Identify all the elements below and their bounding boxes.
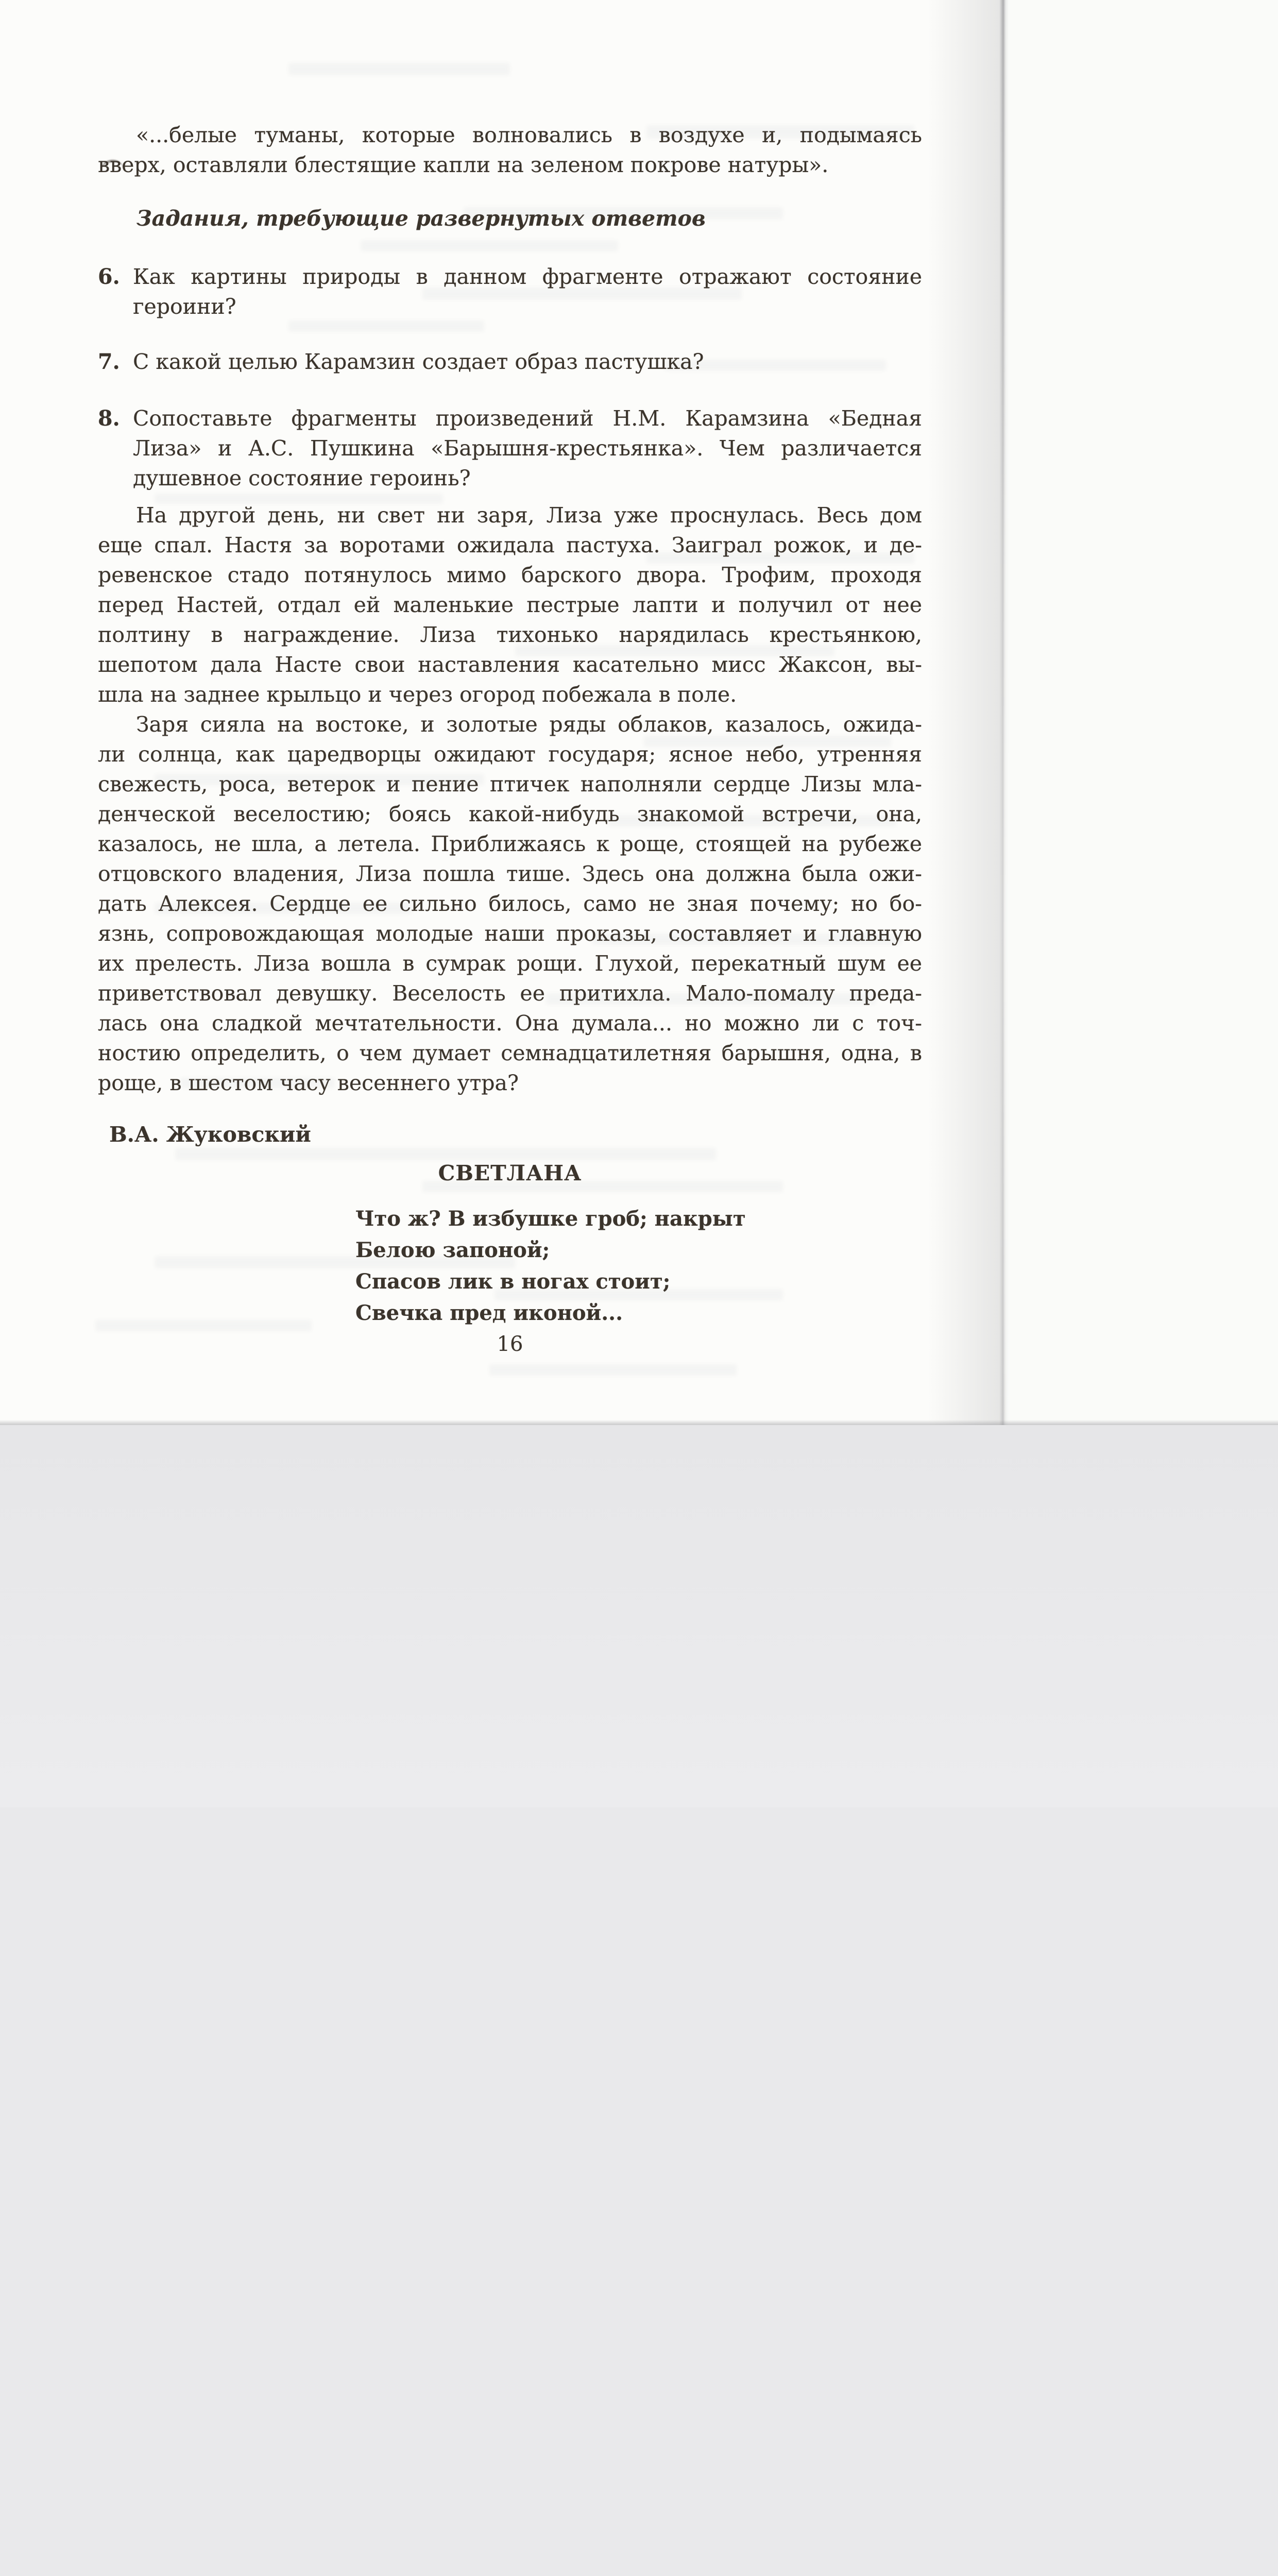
- text-line: Что ж? В избушке гроб; накрыт: [355, 1207, 746, 1231]
- text-line: отцовского владения, Лиза пошла тише. Здесь она должна была ожи-: [98, 861, 922, 886]
- text-line: полтину в награждение. Лиза тихонько нарядилась крестьянкою,: [98, 622, 922, 647]
- text-line: язнь, сопровождающая молодые наши проказы, составляет и главную: [98, 921, 922, 946]
- question-text: [133, 347, 922, 377]
- text-line: С какой целью Карамзин создает образ пастушка?: [133, 349, 704, 374]
- question-text: [133, 403, 922, 493]
- poem-verse: [355, 1203, 922, 1329]
- text-column: [98, 0, 922, 1425]
- text-line: Сопоставьте фрагменты произведений Н.М. Карамзина «Бедная: [133, 406, 922, 431]
- text-line: Как картины природы в данном фрагменте отражают состояние: [133, 264, 922, 289]
- text-line: героини?: [133, 294, 236, 319]
- page-bottom-edge: [0, 1420, 1278, 1425]
- text-line: Спасов лик в ногах стоит;: [355, 1269, 671, 1294]
- quote-paragraph: [98, 120, 922, 180]
- text-line: шла на заднее крыльцо и через огород побежала в поле.: [98, 682, 737, 707]
- text-line: роще, в шестом часу весеннего утра?: [98, 1071, 519, 1095]
- text-line: свежесть, роса, ветерок и пение птичек наполняли сердце Лизы мла-: [98, 772, 922, 796]
- question-number: 7.: [98, 349, 120, 374]
- page-fold-shadow: [927, 0, 1003, 1425]
- text-line: казалось, не шла, а летела. Приближаясь к роще, стоящей на рубеже: [98, 832, 922, 856]
- text-line: Лиза» и А.С. Пушкина «Барышня-крестьянка». Чем различается: [133, 436, 922, 461]
- question-number: 8.: [98, 406, 120, 431]
- scanner-background: [0, 1425, 1278, 1807]
- facing-page-edge: [1006, 0, 1278, 1425]
- section-heading: Задания, требующие развернутых ответов: [137, 206, 706, 231]
- text-line: их прелесть. Лиза вошла в сумрак рощи. Глухой, перекатный шум ее: [98, 951, 922, 976]
- text-line: Белою запоной;: [355, 1238, 550, 1262]
- text-line: ревенское стадо потянулось мимо барского двора. Трофим, проходя: [98, 563, 922, 587]
- text-line: ностию определить, о чем думает семнадцатилетняя барышня, одна, в: [98, 1041, 922, 1065]
- excerpt-paragraph-2: [98, 709, 922, 1098]
- text-line: душевное состояние героинь?: [133, 466, 471, 490]
- text-line: перед Настей, отдал ей маленькие пестрые лапти и получил от нее: [98, 592, 922, 617]
- page-number: 16: [497, 1332, 523, 1356]
- text-line: еще спал. Настя за воротами ожидала пастуха. Заиграл рожок, и де-: [98, 533, 922, 557]
- text-line: шепотом дала Насте свои наставления касательно мисс Жаксон, вы-: [98, 652, 922, 677]
- question-6: [98, 262, 922, 321]
- excerpt-paragraph-1: [98, 500, 922, 709]
- text-line: лась она сладкой мечтательности. Она думала... но можно ли с точ-: [98, 1011, 922, 1036]
- poem-title: СВЕТЛАНА: [438, 1161, 582, 1185]
- text-line: На другой день, ни свет ни заря, Лиза уже проснулась. Весь дом: [136, 503, 922, 528]
- text-line: дать Алексея. Сердце ее сильно билось, само не зная почему; но бо-: [98, 891, 922, 916]
- question-number: 6.: [98, 264, 120, 289]
- text-line: Заря сияла на востоке, и золотые ряды облаков, казалось, ожида-: [136, 712, 922, 737]
- question-8: [98, 403, 922, 493]
- question-7: [98, 347, 922, 377]
- poem-author: В.А. Жуковский: [109, 1122, 311, 1147]
- text-line: вверх, оставляли блестящие капли на зеленом покрове натуры».: [98, 152, 829, 177]
- text-line: денческой веселостию; боясь какой-нибудь знакомой встречи, она,: [98, 802, 922, 826]
- text-line: Свечка пред иконой...: [355, 1301, 623, 1325]
- question-text: [133, 262, 922, 321]
- text-line: ли солнца, как царедворцы ожидают государя; ясное небо, утренняя: [98, 742, 922, 767]
- text-line: «...белые туманы, которые волновались в воздухе и, подымаясь: [136, 123, 922, 147]
- page-fold-line: [999, 0, 1009, 1425]
- text-line: приветствовал девушку. Веселость ее притихла. Мало-помалу преда-: [98, 981, 922, 1006]
